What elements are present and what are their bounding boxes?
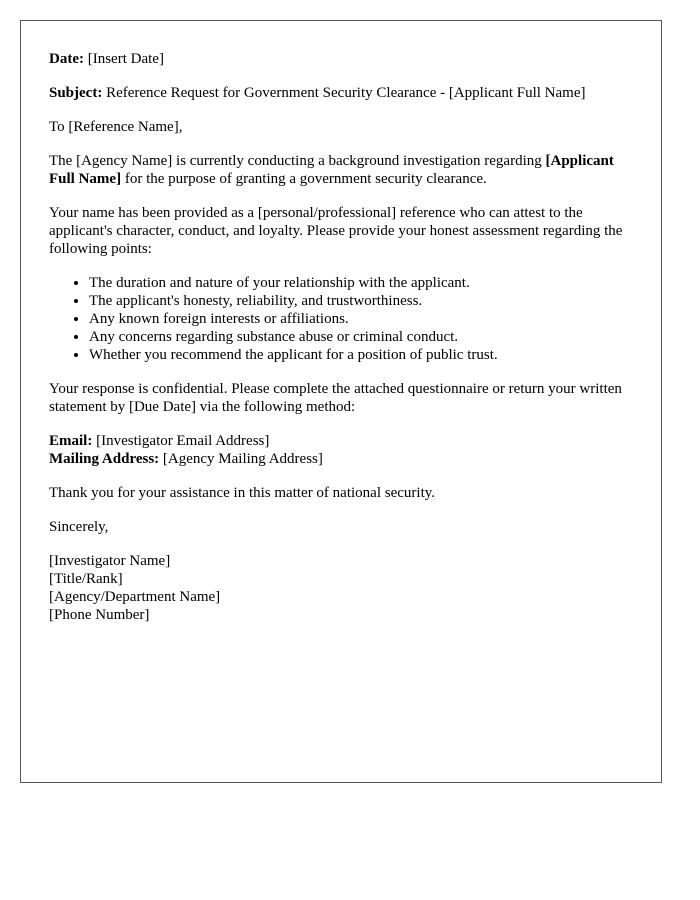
applicant-name: [Applicant Full Name] <box>49 153 614 187</box>
email-label: Email: <box>49 433 93 449</box>
request-paragraph: Your name has been provided as a [personal/professional] reference who can attest to the applicant's character, conduct, and loyalty. Please provide your honest assessment regarding the following points: <box>49 205 623 257</box>
subject-value: Reference Request for Government Security Clearance - [Applicant Full Name] <box>106 85 586 101</box>
mailing-value: [Agency Mailing Address] <box>162 451 323 467</box>
response-paragraph: Your response is confidential. Please complete the attached questionnaire or return your written statement by [Due Date] via the following method: <box>49 381 622 415</box>
date-line <box>49 50 634 68</box>
title-rank: [Title/Rank] <box>49 571 123 587</box>
list-item: • Whether you recommend the applicant for a position of public trust. <box>89 346 634 364</box>
subject-label: Subject: <box>49 85 103 101</box>
points-list <box>49 274 634 364</box>
signature-block <box>49 552 634 624</box>
mailing-label: Mailing Address: <box>49 451 160 467</box>
agency-name: [Agency/Department Name] <box>49 589 221 605</box>
thanks-paragraph: Thank you for your assistance in this matter of national security. <box>49 485 436 501</box>
closing: Sincerely, <box>49 519 109 535</box>
investigator-name: [Investigator Name] <box>49 553 171 569</box>
list-item: • The applicant's honesty, reliability, and trustworthiness. <box>89 292 634 310</box>
intro-text-2: for the purpose of granting a government security clearance. <box>124 171 487 187</box>
date-value: [Insert Date] <box>87 51 164 67</box>
list-item: • Any concerns regarding substance abuse or criminal conduct. <box>89 328 634 346</box>
list-item: • The duration and nature of your relationship with the applicant. <box>89 274 634 292</box>
salutation: To [Reference Name], <box>49 119 183 135</box>
subject-line <box>49 84 634 102</box>
letter <box>20 20 662 783</box>
phone-number: [Phone Number] <box>49 607 150 623</box>
email-value: [Investigator Email Address] <box>96 433 270 449</box>
intro-text: The [Agency Name] is currently conducting a background investigation regarding <box>49 153 542 169</box>
intro-paragraph <box>49 152 634 188</box>
list-item: • Any known foreign interests or affiliations. <box>89 310 634 328</box>
date-label: Date: <box>49 51 84 67</box>
contact-block <box>49 432 634 468</box>
